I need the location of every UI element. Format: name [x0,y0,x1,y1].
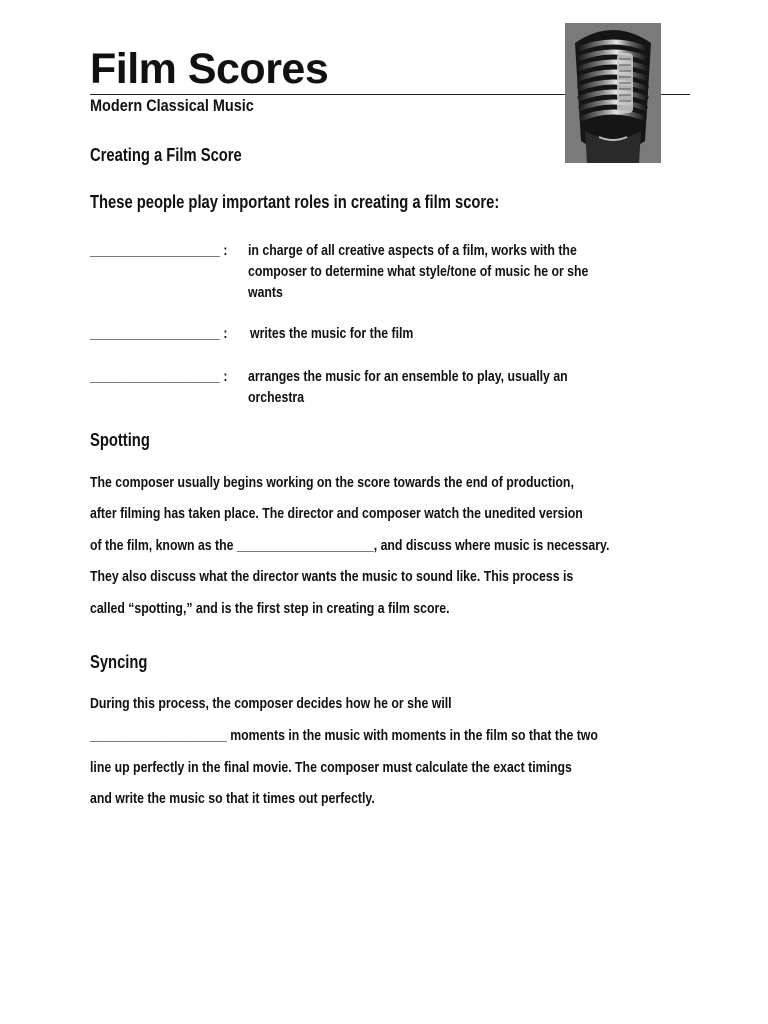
role-desc-1-line-3: wants [248,284,283,301]
section-heading-creating: Creating a Film Score [90,145,242,165]
page-subtitle: Modern Classical Music [90,96,254,115]
role-desc-3-line-2: orchestra [248,389,305,406]
syncing-line-4: and write the music so that it times out perfectly. [90,790,375,807]
syncing-line-1: During this process, the composer decides how he or she will [90,695,452,712]
section-heading-syncing: Syncing [90,652,148,672]
syncing-line-3: line up perfectly in the final movie. The composer must calculate the exact timings [90,759,572,776]
spotting-line-1: The composer usually begins working on the score towards the end of production, [90,474,574,491]
section-heading-spotting: Spotting [90,430,150,450]
spotting-line-2: after filming has taken place. The director and composer watch the unedited version [90,505,583,522]
role-blank-3: ___________________ : [90,368,228,385]
spotting-line-5: called “spotting,” and is the first step in creating a film score. [90,600,450,617]
spotting-line-4: They also discuss what the director wants the music to sound like. This process is [90,568,574,585]
roles-intro: These people play important roles in creating a film score: [90,192,500,212]
role-desc-1-line-2: composer to determine what style/tone of music he or she [248,263,589,280]
spotting-line-3: of the film, known as the ____________________, and discuss where music is necessary. [90,537,610,554]
role-blank-1: ___________________ : [90,242,228,259]
role-desc-2-line-1: writes the music for the film [250,325,414,342]
microphone-icon [565,23,661,163]
page-title: Film Scores [90,45,329,93]
role-desc-1-line-1: in charge of all creative aspects of a film, works with the [248,242,577,259]
role-blank-2: ___________________ : [90,325,228,342]
syncing-line-2: ____________________ moments in the music with moments in the film so that the two [90,727,598,744]
role-desc-3-line-1: arranges the music for an ensemble to play, usually an [248,368,568,385]
